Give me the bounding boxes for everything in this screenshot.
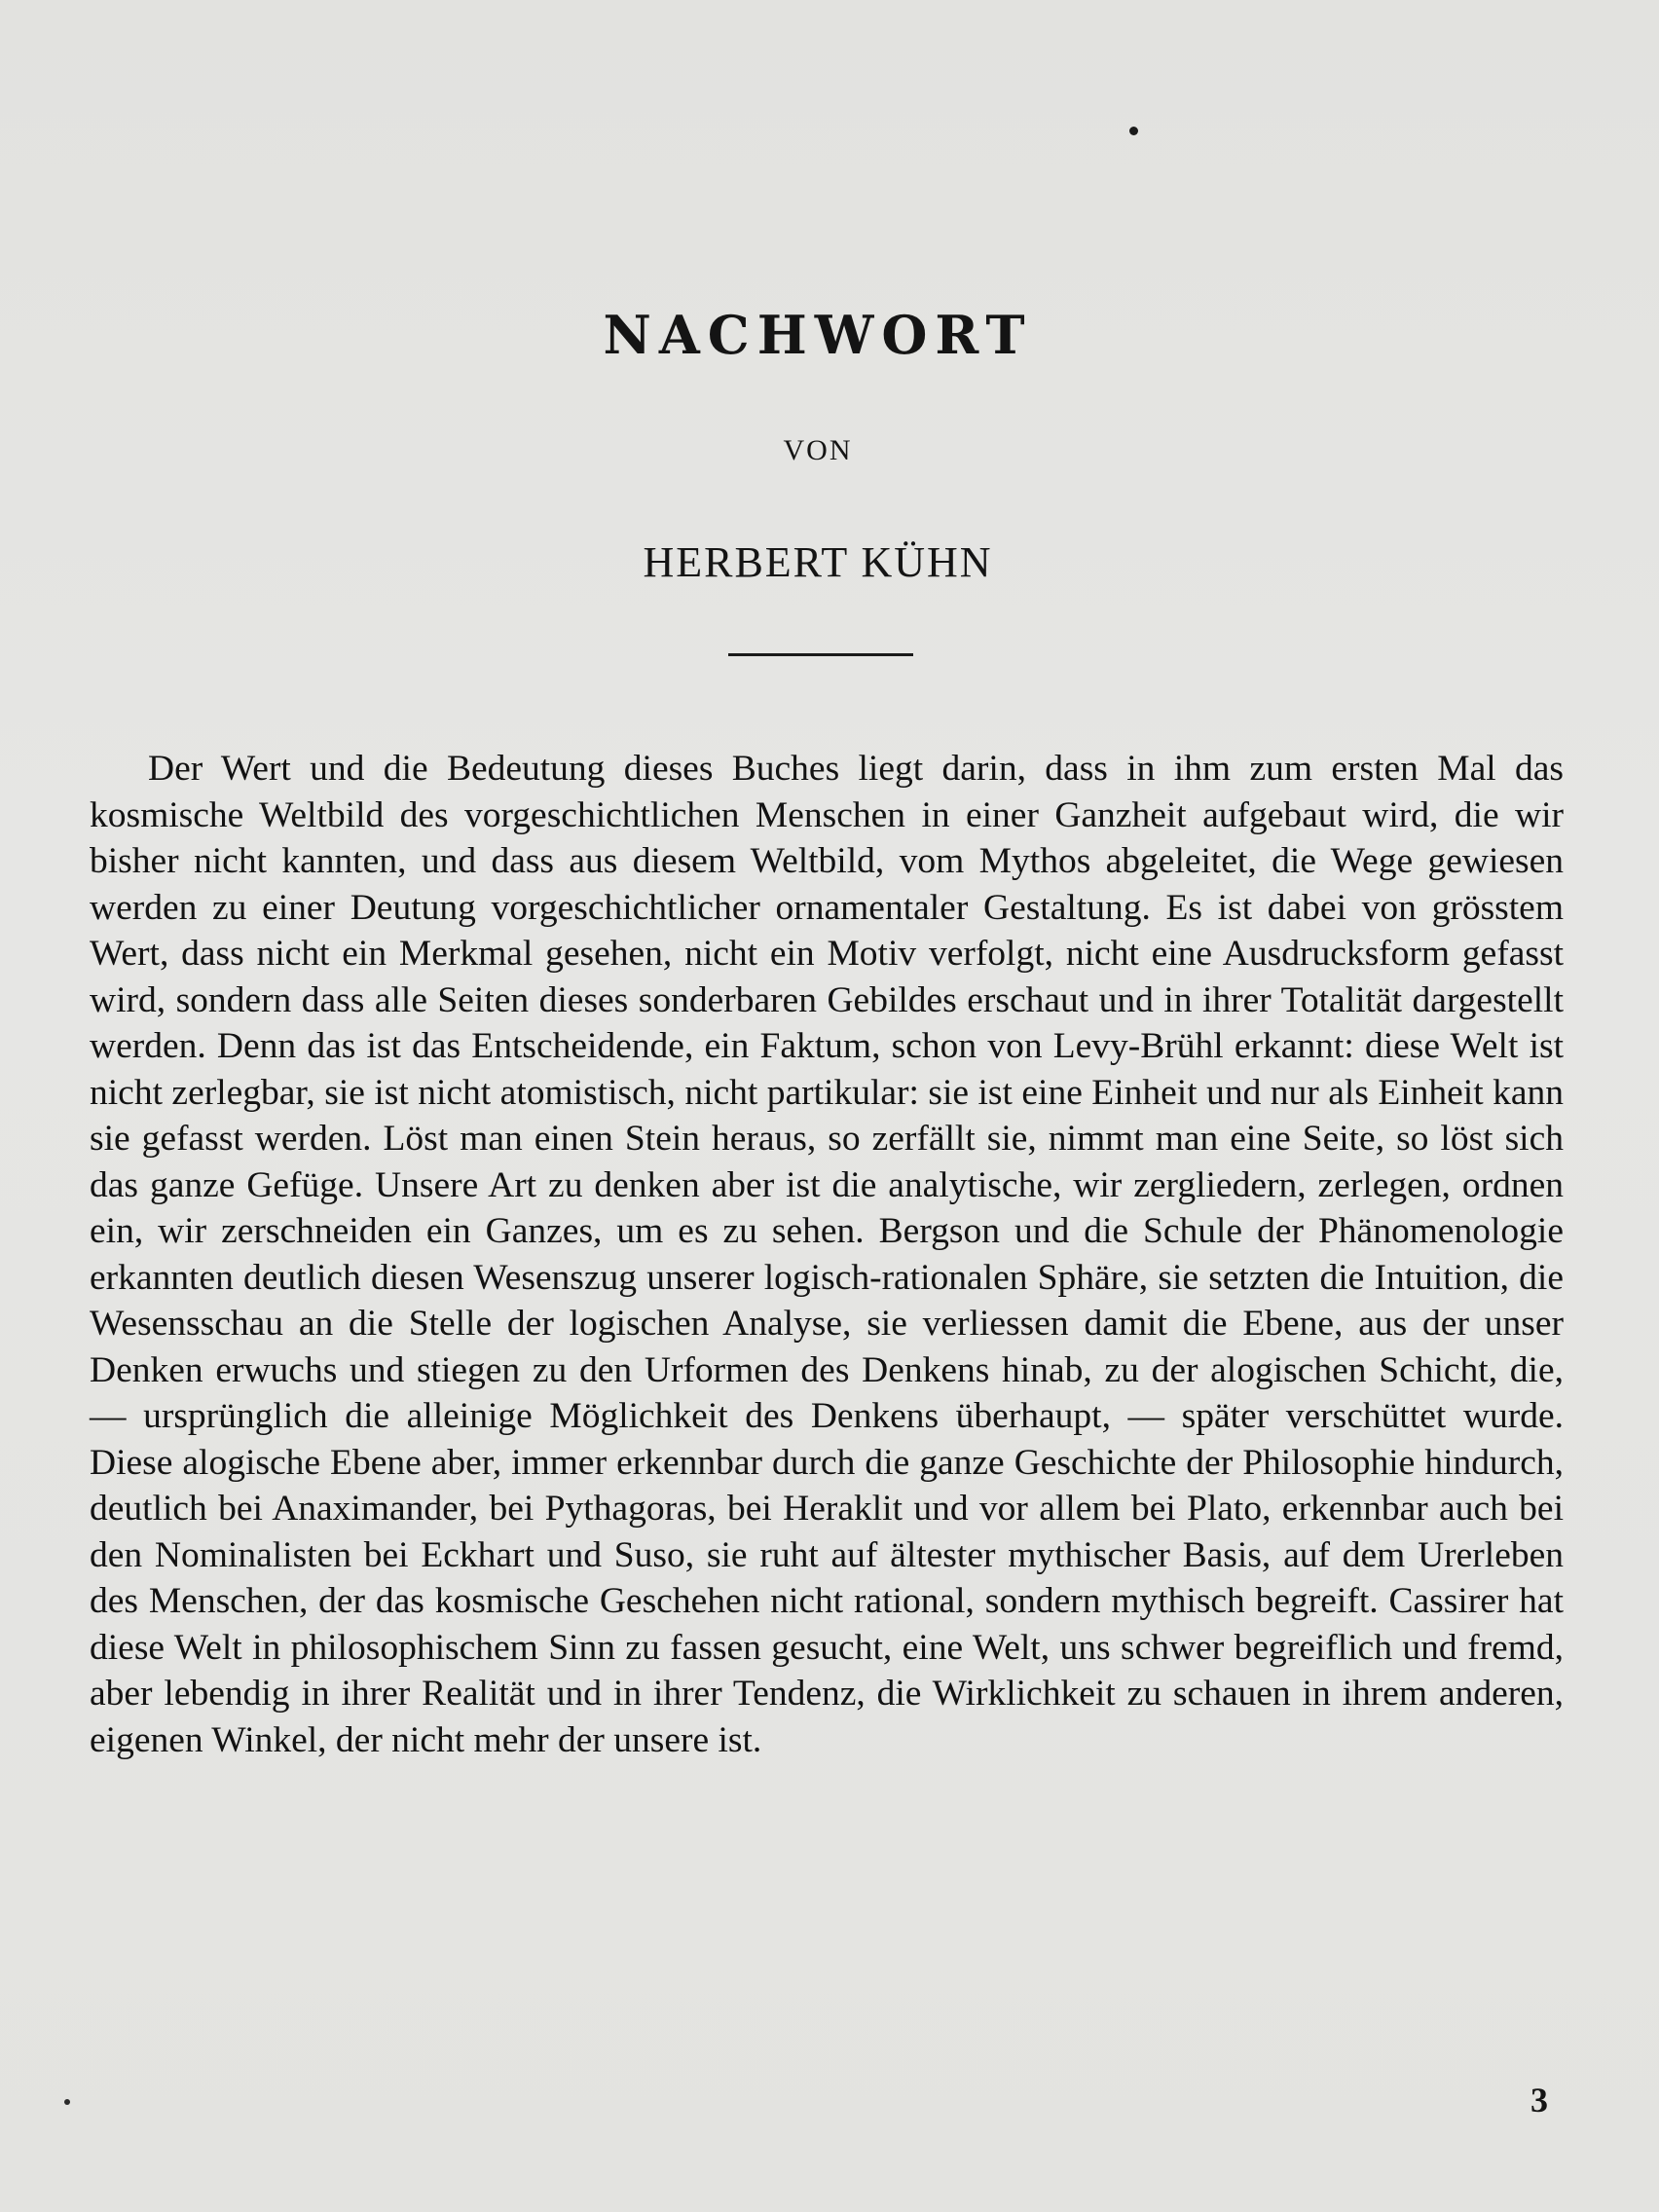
- page-number: 3: [1530, 2081, 1548, 2120]
- ink-speck: [64, 2099, 70, 2105]
- title-divider: [728, 653, 913, 656]
- ink-dot: [1129, 127, 1138, 135]
- page-title: NACHWORT: [603, 304, 1033, 366]
- byline-von: VON: [783, 434, 853, 466]
- body-paragraph: Der Wert und die Bedeutung dieses Buches liegt darin, dass in ihm zum ersten Mal das kosmische Weltbild des vorgeschichtlichen Menschen in einer Ganzheit aufgebaut wird, die wir bisher nicht kannten, und dass aus diesem Weltbild, vom Mythos abgeleitet, die Wege gewiesen werden zu einer Deutung vorgeschichtlicher ornamentaler Gestaltung. Es ist dabei von grösstem Wert, dass nicht ein Merkmal gesehen, nicht ein Motiv verfolgt, nicht eine Ausdrucksform gefasst wird, sondern dass alle Seiten dieses sonderbaren Gebildes erschaut und in ihrer Totalität dargestellt werden. Denn das ist das Entscheidende, ein Faktum, schon von Levy-Brühl erkannt: diese Welt ist nicht zerlegbar, sie ist nicht atomistisch, nicht partikular: sie ist eine Einheit und nur als Einheit kann sie gefasst werden. Löst man einen Stein heraus, so zerfällt sie, nimmt man eine Seite, so löst sich das ganze Gefüge. Unsere Art zu denken aber ist die analytische, wir zergliedern, zerlegen, ordnen ein, wir zerschneiden ein Ganzes, um es zu sehen. Bergson und die Schule der Phänomenologie erkannten deutlich diesen Wesenszug unserer logisch-rationalen Sphäre, sie setzten die Intuition, die Wesensschau an die Stelle der logischen Analyse, sie verliessen damit die Ebene, aus der unser Denken erwuchs und stiegen zu den Urformen des Denkens hinab, zu der alogischen Schicht, die, — ursprünglich die alleinige Möglichkeit des Denkens überhaupt, — später verschüttet wurde. Diese alogische Ebene aber, immer erkennbar durch die ganze Geschichte der Philosophie hindurch, deutlich bei Anaximander, bei Pythagoras, bei Heraklit und vor allem bei Plato, erkennbar auch bei den Nominalisten bei Eckhart und Suso, sie ruht auf ältester mythischer Basis, auf dem Urerleben des Menschen, der das kosmische Geschehen nicht rational, sondern mythisch begreift. Cassirer hat diese Welt in philosophischem Sinn zu fassen gesucht, eine Welt, uns schwer begreiflich und fremd, aber lebendig in ihrer Realität und in ihrer Tendenz, die Wirklichkeit zu schauen in ihrem anderen, eigenen Winkel, der nicht mehr der unsere ist.: [90, 749, 1564, 1760]
- author-name: HERBERT KÜHN: [643, 538, 993, 586]
